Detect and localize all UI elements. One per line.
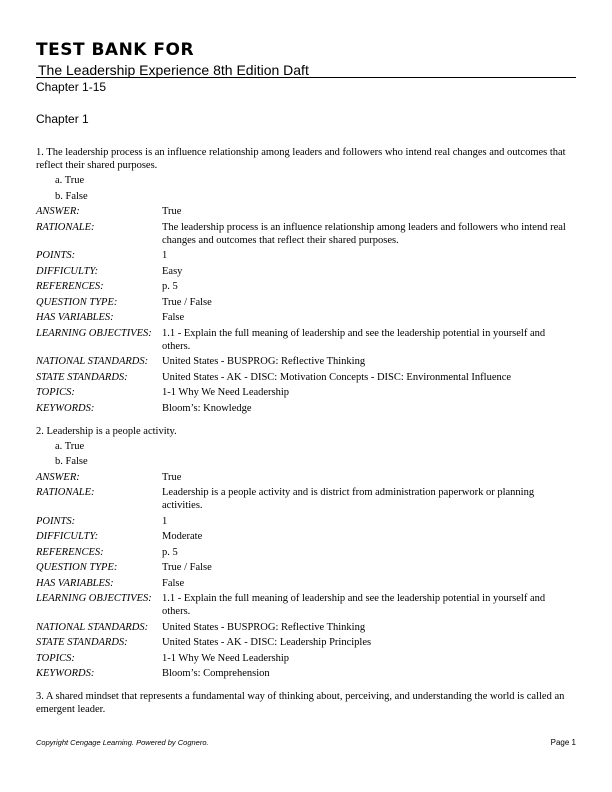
question-list: [36, 146, 576, 726]
meta-value: False: [162, 312, 185, 323]
meta-value: False: [162, 577, 185, 589]
meta-label: LEARNING OBJECTIVES:: [36, 327, 152, 339]
meta-points: [36, 249, 576, 262]
meta-label: QUESTION TYPE:: [36, 296, 118, 308]
meta-topics: [36, 652, 576, 665]
meta-label: HAS VARIABLES:: [36, 312, 114, 323]
question-item: [36, 146, 576, 415]
choice-b: b. False: [55, 456, 88, 467]
meta-label: DIFFICULTY:: [36, 531, 99, 542]
meta-national-standards: [36, 355, 576, 368]
meta-label: REFERENCES:: [36, 546, 104, 558]
meta-value: 1: [162, 250, 168, 261]
meta-label: STATE STANDARDS:: [36, 371, 128, 383]
meta-has-variables: [36, 311, 576, 324]
meta-value: United States - AK - DISC: Leadership Principles: [162, 637, 372, 648]
choice-b: b. False: [55, 190, 88, 202]
meta-value: True / False: [162, 562, 212, 573]
meta-value: Leadership is a people activity and is district from administration paperwork or planning activities.: [162, 487, 535, 511]
meta-value: Moderate: [162, 531, 203, 542]
meta-value: True: [162, 206, 182, 217]
meta-question-type: [36, 296, 576, 309]
meta-label: QUESTION TYPE:: [36, 562, 118, 573]
meta-answer: [36, 205, 576, 218]
meta-label: KEYWORDS:: [36, 402, 95, 414]
meta-label: TOPICS:: [36, 387, 75, 398]
meta-rationale: [36, 486, 576, 512]
meta-value: The leadership process is an influence relationship among leaders and followers who intend real changes and outcomes that reflect their shared purposes.: [162, 221, 566, 246]
meta-label: DIFFICULTY:: [36, 265, 99, 277]
meta-label: NATIONAL STANDARDS:: [36, 356, 149, 367]
meta-learning-objectives: [36, 327, 576, 353]
chapter-heading: Chapter 1: [36, 112, 89, 126]
meta-value: Bloom’s: Knowledge: [162, 402, 252, 414]
meta-value: 1-1 Why We Need Leadership: [162, 652, 290, 664]
footer-copyright: Copyright Cengage Learning. Powered by Cognero.: [36, 738, 209, 747]
meta-value: United States - BUSPROG: Reflective Thinking: [162, 356, 366, 367]
meta-value: 1: [162, 515, 168, 527]
meta-value: United States - AK - DISC: Motivation Concepts - DISC: Environmental Influence: [162, 371, 512, 383]
meta-label: REFERENCES:: [36, 281, 104, 292]
meta-label: KEYWORDS:: [36, 668, 95, 679]
meta-label: ANSWER:: [36, 471, 80, 483]
question-text: 1. The leadership process is an influence relationship among leaders and followers who intend real changes and outcomes that reflect their shared purposes.: [36, 147, 566, 171]
choice-a: a. True: [55, 175, 85, 186]
meta-value: 1-1 Why We Need Leadership: [162, 387, 290, 398]
meta-value: Bloom’s: Comprehension: [162, 668, 270, 679]
meta-state-standards: [36, 636, 576, 649]
meta-references: [36, 546, 576, 559]
meta-label: POINTS:: [36, 250, 76, 261]
meta-learning-objectives: [36, 592, 576, 618]
header-subtitle: The Leadership Experience 8th Edition Daft: [38, 62, 309, 78]
meta-label: POINTS:: [36, 515, 76, 527]
meta-value: p. 5: [162, 546, 178, 558]
meta-value: Easy: [162, 265, 183, 277]
footer-page-number: Page 1: [550, 738, 576, 747]
question-text: 2. Leadership is a people activity.: [36, 425, 177, 437]
meta-difficulty: [36, 265, 576, 278]
meta-keywords: [36, 402, 576, 415]
meta-difficulty: [36, 530, 576, 543]
meta-value: True / False: [162, 296, 212, 308]
meta-rationale: [36, 221, 576, 247]
header-chapter-range: Chapter 1-15: [36, 80, 107, 94]
meta-label: RATIONALE:: [36, 487, 95, 498]
meta-question-type: [36, 561, 576, 574]
meta-references: [36, 280, 576, 293]
question-text: 3. A shared mindset that represents a fundamental way of thinking about, perceiving, and understanding the world is called an emergent leader.: [36, 691, 565, 715]
meta-value: 1.1 - Explain the full meaning of leadership and see the leadership potential in yourself and others.: [162, 327, 546, 352]
meta-value: 1.1 - Explain the full meaning of leadership and see the leadership potential in yourself and others.: [162, 593, 546, 617]
meta-label: STATE STANDARDS:: [36, 637, 128, 648]
meta-state-standards: [36, 371, 576, 384]
meta-label: LEARNING OBJECTIVES:: [36, 593, 152, 604]
meta-value: p. 5: [162, 281, 178, 292]
choice-a: a. True: [55, 440, 85, 452]
question-item: [36, 690, 576, 716]
question-item: [36, 425, 576, 681]
meta-answer: [36, 471, 576, 484]
meta-value: True: [162, 471, 182, 483]
meta-label: RATIONALE:: [36, 221, 95, 233]
meta-label: TOPICS:: [36, 652, 75, 664]
meta-keywords: [36, 667, 576, 680]
meta-label: HAS VARIABLES:: [36, 577, 114, 589]
meta-topics: [36, 386, 576, 399]
header-title: TEST BANK FOR: [36, 40, 195, 60]
meta-label: NATIONAL STANDARDS:: [36, 621, 149, 633]
meta-value: United States - BUSPROG: Reflective Thinking: [162, 621, 366, 633]
meta-points: [36, 515, 576, 528]
header-divider: [36, 77, 576, 78]
meta-has-variables: [36, 577, 576, 590]
meta-national-standards: [36, 621, 576, 634]
meta-label: ANSWER:: [36, 206, 80, 217]
